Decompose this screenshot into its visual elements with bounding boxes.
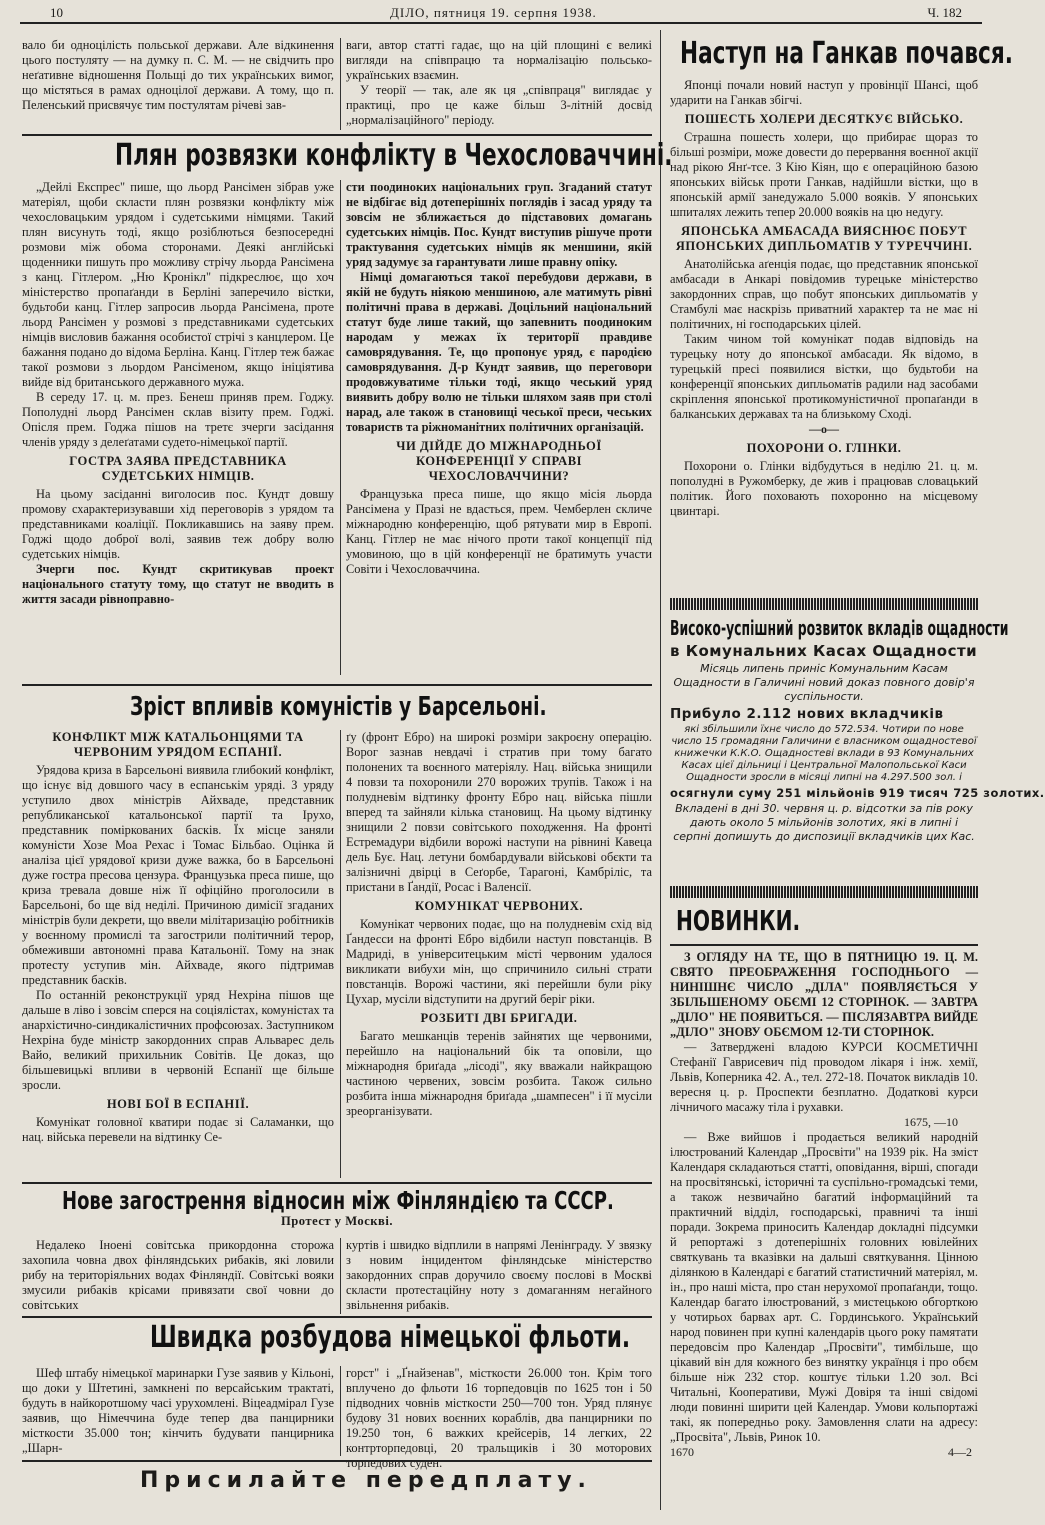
subheading: ПОХОРОНИ О. ГЛІНКИ. [746,441,902,455]
paragraph: На цьому засіданні виголосив пос. Кундт довшу промову схарактеризувавши хід переговорів з урядом та представниками коаліції. Покликавшись на заяву прем. Годжі щодо доброї волі, заявив теж добру волю судетських німців. [22,487,334,561]
barcelona-col2 [346,730,652,1182]
page-number: 10 [50,5,63,20]
paragraph: — Затверджені владою КУРСИ КОСМЕТИЧНІ Стефанії Гаврисевич під проводом лікаря і інж. хемії, Львів, Коперника 42. А., тел. 272-18. Початок викладів 10. вересня ц. р. Проспекти безплатно. Додаткові курси лічничого масажу тіла і рухавки. [670,1040,978,1114]
hatched-rule [670,598,978,610]
fleet-col2 [346,1366,652,1470]
barcelona-col1 [22,730,334,1182]
paragraph: По останній реконструкції уряд Нехріна пішов ще дальше в ліво і зовсім сперся на соціялістах, комуністах та анархістично-синдикалістичних профсоюзах. Заступником Нехріна буде міністр закордонних справ Альварес дель Вайо, великий прихильник Совітів. Це доказ, що більшевицькі впливи в червоній Еспанії ще більше зросли. [22,988,334,1092]
issue-number: Ч. 182 [927,5,962,20]
subheading: ПОШЕСТЬ ХОЛЕРИ ДЕСЯТКУЄ ВІЙСЬКО. [684,112,964,126]
paragraph: горст" і „Ґнайзенав", місткости 26.000 тон. Крім того вплучено до фльоти 16 торпедовців по 1625 тон і 50 підводних човнів місткости 250—700 тон. Уряд плянує будову 31 нових воєнних кораблів, два панцирники по 19.250 тон, 6 важких крейсерів, 14 легких, 22 контрторпедовці, 20 тральщиків і 30 моторових торпедових суден. [346,1366,652,1470]
ad-headline: Високо-успішний розвиток вкладів ощадности [670,616,1009,640]
paragraph: Зчерги пос. Кундт скритикував проект національного статуту тому, що статут не вводить в життя засади рівноправно- [22,562,334,606]
paragraph: ваги, автор статті гадає, що на цій площині є великі вигляди на співпрацю та нормалізацію польсько-українських взаємин. [346,38,652,82]
column-rule [340,1366,341,1456]
divider [22,1316,652,1318]
czech-headline: Плян розвязки конфлікту в Чехословаччині. [115,138,673,173]
novynky-column [670,950,978,1510]
column-rule [340,1238,341,1314]
divider [22,134,652,136]
divider [22,1182,652,1184]
barcelona-headline: Зріст впливів комуністів у Барсельоні. [130,692,547,722]
top-continuation-left [22,38,334,130]
paragraph: З ОГЛЯДУ НА ТЕ, ЩО В ПЯТНИЦЮ 19. Ц. М. СВЯТО ПРЕОБРАЖЕННЯ ГОСПОДНЬОГО — НИНІШНЄ ЧИСЛО „ДІЛА" ПОЯВЛЯЄТЬСЯ У ЗБІЛЬШЕНОМУ ОБЄМІ 12 СТОРІНОК. — ЗАВТРА „ДІЛО" НЕ ПОЯВИТЬСЯ. — ПІСЛЯЗАВТРА ВИЙДЕ „ДІЛО" ЗНОВУ ОБЄМОМ 12-ТИ СТОРІНОК. [670,950,978,1039]
finland-subhead: Протест у Москві. [280,1214,394,1228]
paragraph: Страшна пошесть холери, що прибирає щораз то більші розміри, може довести до перервання воєнної акції над рікою Янґ-тсе. З Кію Кіян, що є операційною базою японських військ проти Ганкав, надійшли вістки, що в японській армії занедужало 5.000 вояків. У японських шпиталях лежить тепер 20.000 вояків на цю недугу. [670,130,978,219]
ad-text: Вкладені в дні 30. червня ц. р. відсотки за пів року дають около 5 мільйонів золотих, які в липні і серпні допишуть до диспозиції вкладчиків цих Кас. [673,802,975,843]
subheading: КОНФЛІКТ МІЖ КАТАЛЬОНЦЯМИ ТА ЧЕРВОНИМ УРЯДОМ ЕСПАНІЇ. [52,730,304,759]
paragraph: Похорони о. Глінки відбудуться в неділю 21. ц. м. пополудні в Ружомберку, де жив і працював словацький політик. Його поховають похоронно на місцевому цвинтарі. [670,459,978,518]
finland-col1 [22,1238,334,1314]
divider [670,944,978,946]
ad-highlight: Прибуло 2.112 нових вкладчиків [670,706,944,722]
paragraph: Японці почали новий наступ у провінції Шансі, щоб ударити на Ганкав збігчі. [670,78,978,107]
subscribe-banner: Присилайте передплату. [140,1468,592,1493]
paragraph: Німці домагаються такої перебудови держави, в якій не будуть ніякою меншиною, але матимуть рівні політичні права в державі. Доцільний національний статут буде лише такий, що запевнить поодиноким народам у межах їх території правдиве самоврядування. Те, що пропонує уряд, є пародією самоврядування. Д-р Кундт заявив, що переговори продовжуватиме тільки тоді, якщо чеський уряд виявить добру волю не тільки шляхом заяв при столі нарад, але також в становищі чеської преси, чеських товариств та ріжноманітних політичних організацій. [346,270,652,434]
hankau-headline: Наступ на Ганкав почався. [680,36,1013,71]
paragraph: Французька преса пише, що якщо місія льорда Рансімена у Празі не вдасться, прем. Чемберлен скличе міжнародню конференцію, щоб рятувати мир в Европі. Канц. Гітлер не має нічого проти такої концепції під умовиною, що в цій конференції не братимуть участи Совіти і Чехословаччина. [346,487,652,576]
subheading: РОЗБИТІ ДВІ БРИГАДИ. [420,1011,578,1025]
subheading: ЧИ ДІЙДЕ ДО МІЖНАРОДНЬОЇ КОНФЕРЕНЦІЇ У СПРАВІ ЧЕХОСЛОВАЧЧИНИ? [396,439,602,483]
novynky-headline: НОВИНКИ. [676,904,801,937]
top-continuation-right [346,38,652,130]
column-rule [340,38,341,130]
subheading: ЯПОНСЬКА АМБАСАДА ВИЯСНЮЄ ПОБУТ ЯПОНСЬКИХ ДИПЛЬОМАТІВ У ТУРЕЧЧИНІ. [675,224,973,253]
paragraph: „Дейлі Експрес" пише, що льорд Рансімен зібрав уже матеріял, щоби скласти плян розвязки конфлікту між чехословацьким урядом і судетськими німцями. Такий плян висунуть тоді, якщо розіблються безпосередні розмови між обома сторонами. Деякі англійські щоденники пишуть про можливу стрічу льорда Рансімена з канц. Гітлером. „Ню Кронікл" підкреслює, що хоч міністерство пропаґанди в Берліні заперечило вістки, будьтоби канц. Гітлер запросив льорда Рансімена, проте льорд Рансімен у розмові з представниками судетських німців висловив бажання особистої стрічі з канцлером. Це бажання подано до відома Берліна. Канц. Гітлер теж бажає такої розмови з льордом Рансіменом, якщо ініціятива вийде від британського державного мужа. [22,180,334,389]
column-rule [340,180,341,675]
ad-highlight: осягнули суму 251 мільйонів 919 тисяч 725 золотих. [670,786,1045,800]
subheading: НОВІ БОЇ В ЕСПАНІЇ. [106,1097,250,1111]
subheading: ГОСТРА ЗАЯВА ПРЕДСТАВНИКА СУДЕТСЬКИХ НІМЦІВ. [69,454,287,483]
ad-code: 1675, —10 [904,1115,958,1129]
paragraph: В середу 17. ц. м. през. Бенеш приняв прем. Годжу. Пополудні льорд Рансімен склав візиту прем. Годжі. Опісля прем. Годжа пішов на третє зчерги засідання членів уряду з делеґатами судето-німецької партії. [22,390,334,449]
paragraph: У теорії — так, але як ця „співпраця" виглядає у практиці, про це каже більш 3-літній досвід „нормалізаційного" періоду. [346,83,652,127]
paragraph: вало би одноцілість польської держави. Але відкинення цього постуляту — на думку п. С. М. — не свідчить про неґативне відношення Польщі до тих українських вимог, що містяться в рамах одноцілої держави. А тому, що п. Пеленський присвячує тим постулятам річеві зав- [22,38,334,112]
subheading: КОМУНІКАТ ЧЕРВОНИХ. [415,899,583,913]
finland-headline: Нове загострення відносин між Фінляндією та СССР. [62,1186,614,1215]
ad-text: які збільшили їхнє число до 572.534. Чотири по нове число 15 громадяни Галичини є власником ощадностевої книжечки К.К.О. Ощадностеві вклади в 93 Комунальних Касах цієї дільниці і Центральної Малопольської Каси Ощадности зросли в місяці липні на 4.297.500 зол. і [671,724,977,783]
masthead-title: ДІЛО, пятниця 19. серпня 1938. [390,5,597,20]
ad-text: Місяць липень приніс Комунальним Касам Ощадности в Галичині новий доказ повного довір'я суспільности. [673,662,975,703]
paragraph: Недалеко Іноені совітська прикордонна сторожа захопила човна двох фінляндських рибаків, які ловили рибу на територіяльних водах Фінляндії. Совітські вояки змусили рибаків крісами привязати свої човни до совітських [22,1238,334,1312]
paragraph: Таким чином той комунікат подав відповідь на турецьку ноту до японської амбасади. Як відомо, в турецькій пресі появилися вістки, що будьтоби на конференції японських дипльоматів радили над засобами скріплення японської протикомуністичної пропаґанди в балканських державах та на близькому Сході. [670,332,978,421]
column-rule [340,730,341,1178]
fleet-headline: Швидка розбудова німецької фльоти. [150,1320,631,1355]
paragraph: Комунікат червоних подає, що на полудневім схід від Ґандесси на фронті Ебро відбили наступ повстанців. В Мадриді, в університецьким місті червоним удалося викликати вибухи мін, що спричинило сильні страти повстанців. Ворожі частини, які перейшли були ріку Цухар, мусіли відступити на другий беріг ріки. [346,917,652,1006]
right-news [670,78,978,598]
ad-subheadline: в Комунальних Касах Ощадности [670,642,978,660]
savings-ad [670,616,1045,848]
fleet-col1 [22,1366,334,1456]
hatched-rule [670,886,978,898]
paragraph: — Вже вийшов і продається великий народній ілюстрований Календар „Просвіти" на 1939 рік. На зміст Календаря складаються статті, оповідання, вірші, спогади на просвітянські, історичні та суспільно-громадські теми, а також незвичайно багатий інформаційний та практичний відділ, господарські, правничі та інші поради. Зокрема приносить Календар докладні підсумки й репортажі з дотеперішніх головних ювілейних святкувань та вказівки на дальші святкування. Цінною ділянкою в Календарі є багатий статистичний матеріял, м. ін., про наші міста, про стан нерухомої пропаґанди, тощо. Календар багато ілюстрований, з мистецькою обгорткою у чотирьох барвах арт. С. Гординського. Український народ повинен при купні календарів цього року памятати передовсім про Календар „Просвіти", тимбільше, що цікавий він для кожного без винятку українця і про обєм більше ніж 232 стор. коштує тільки 1.20 зол. Всі Читальні, Кооперативи, Мужі Довіря та інші свідомі люди повинні ширити цей Календар. Умови кольпортажі такі, як попередньо року. Замовлення слати на адресу: „Просвіта", Львів, Ринок 10. [670,1130,978,1444]
paragraph: Анатолійська аґенція подає, що представник японської амбасади в Анкарі повідомив турецьке міністерство закордонних справ, що побут японських дипльоматів у Стамбулі має наскрізь приватний характер та не має ні політичних, ні господарських цілей. [670,257,978,331]
divider [22,1460,652,1462]
paragraph: Шеф штабу німецької маринарки Гузе заявив у Кільоні, що доки у Штетині, замкнені по версайським трактаті, будуть в найкоротшому часі урухомлені. Віцеадмірал Гузе заявив, що Німеччина буде тепер два панцирники місткости 35.000 тон; кінчить будувати панцирника „Шарн- [22,1366,334,1455]
paragraph: Комунікат головної кватири подає зі Саламанки, що нац. війська перевели на відтинку Се- [22,1115,334,1144]
czech-col2 [346,180,652,680]
masthead [20,4,982,24]
column-rule-right [660,30,661,1510]
paragraph: ґу (фронт Ебро) на широкі розміри закроєну операцію. Ворог зазнав невдачі і стратив при тому багато полонених та воєнного матеріялу. Нац. війська знищили 4 повзи та похоронили 270 ворожих трупів. Також і на полудневім відтинку фронту Ебро нац. війська пішли вперед та зайняли кілька становищ. На цьому відтинку знищили 2 повзи совітського походження. На фронті Естремадури відбили ворожі наступи на рівнині Кавеца дель Бує. Нац. летуни бомбардували військові обєкти та залізничні двірці в Сеґорбе, Тарагоні, Камбріліс, та пристани в Ґандії, Росас і Валенсії. [346,730,652,894]
divider [22,684,652,686]
finland-col2 [346,1238,652,1314]
paragraph: куртів і швидко відплили в напрямі Ленінграду. У звязку з новим інцидентом фінляндське міністерство закордонних справ доручило своєму послові в Москві скласти протестаційну ноту з домаганням негайного звільнення рибаків. [346,1238,652,1312]
ad-code: 4—2 [948,1445,972,1459]
paragraph: Урядова криза в Барсельоні виявила глибокий конфлікт, що існує від довшого часу в еспанськім уряді. З уряду уступило двох міністрів Айхваде, представник републиканської катальонської партії та Ірухо, представник поміркованих басків. Їх місце заняли комуністи Хозе Моа Рехас і Томас Більбао. Оцінка й аналіза цієї урядової кризи дуже важка, бо в Барсельоні дуже гостра пресова цензура. Французька преса пише, що криза тревала довше ніж її офіційно проголосили в Барсельоні, бо ще від неділі. Причиною димісії згаданих міністрів були декрети, що ввели мілітаризацію робітників у воєнному промислі та загострили політичний терор, обмеживши автономні права Катальонії. Тому на знак протесту уступив мін. Айхваде, якого підтримав представник басків. [22,763,334,987]
paragraph: сти поодиноких національних груп. Згаданий статут не відбігає від дотеперішніх поглядів і засад уряду та зовсім не зближається до підставових домагань судетських німців. Пос. Кундт виступив рішуче проти трактування судетських німців як меншини, якій уряд задумує за гарантувати лише правну опіку. [346,180,652,269]
finland-subhead-wrap [22,1214,652,1232]
divider-mark: —o— [809,422,839,436]
czech-col1 [22,180,334,680]
ad-code: 1670 [670,1445,694,1459]
paragraph: Багато мешканців теренів зайнятих ще червоними, перейшло на національний бік та оповіли, що міжнародня бриґада „лісоді", яку вважали найкращою частиною червених, зовсім розбита. Також сильно розбита інша міжнародня бриґада „шампесен" і її мусіли зреорганізувати. [346,1029,652,1118]
